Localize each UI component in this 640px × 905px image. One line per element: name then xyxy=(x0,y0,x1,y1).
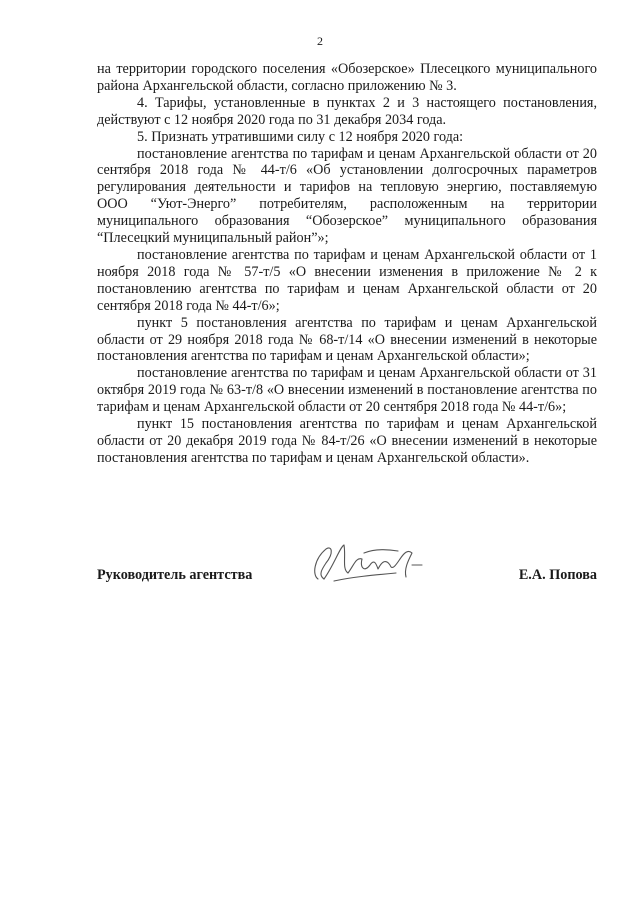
paragraph: пункт 15 постановления агентства по тарифам и ценам Архангельской области от 20 декабря 2019 года № 84-т/26 «О внесении изменений в некоторые постановления агентства по тарифам и ценам Архангельской области». xyxy=(97,416,597,466)
paragraph: пункт 5 постановления агентства по тарифам и ценам Архангельской области от 29 ноября 2018 года № 68-т/14 «О внесении изменений в некоторые постановления агентства по тарифам и ценам Архангельской области»; xyxy=(97,314,597,365)
signatory-name: Е.А. Попова xyxy=(518,567,597,583)
page-number: 2 xyxy=(317,34,323,48)
signatory-title: Руководитель агентства xyxy=(97,567,253,583)
paragraph: на территории городского поселения «Обозерское» Плесецкого муниципального района Архангельской области, согласно приложению № 3. xyxy=(97,61,597,94)
paragraph: 5. Признать утратившими силу с 12 ноября 2020 года: xyxy=(137,128,464,145)
paragraph: 4. Тарифы, установленные в пунктах 2 и 3 настоящего постановления, действуют с 12 ноября 2020 года по 31 декабря 2034 года. xyxy=(97,94,597,128)
document-body xyxy=(97,61,597,467)
paragraph: постановление агентства по тарифам и ценам Архангельской области от 31 октября 2019 года № 63-т/8 «О внесении изменений в постановление агентства по тарифам и ценам Архангельской области от 20 сентября 2018 года № 44-т/6»; xyxy=(97,365,597,416)
paragraph: постановление агентства по тарифам и ценам Архангельской области от 20 сентября 2018 года № 44-т/6 «Об установлении долгосрочных параметров регулирования деятельности и тарифов на тепловую энергию, поставляемую ООО “Уют-Энерго” потребителям, расположенным на территории муниципального образования “Обозерское” муниципального образования “Плесецкий муниципальный район”»; xyxy=(97,145,597,247)
paragraph: постановление агентства по тарифам и ценам Архангельской области от 1 ноября 2018 года № 57-т/5 «О внесении изменения в приложение № 2 к постановлению агентства по тарифам и ценам Архангельской области от 20 сентября 2018 года № 44-т/6»; xyxy=(97,246,597,314)
handwritten-signature xyxy=(304,535,434,591)
